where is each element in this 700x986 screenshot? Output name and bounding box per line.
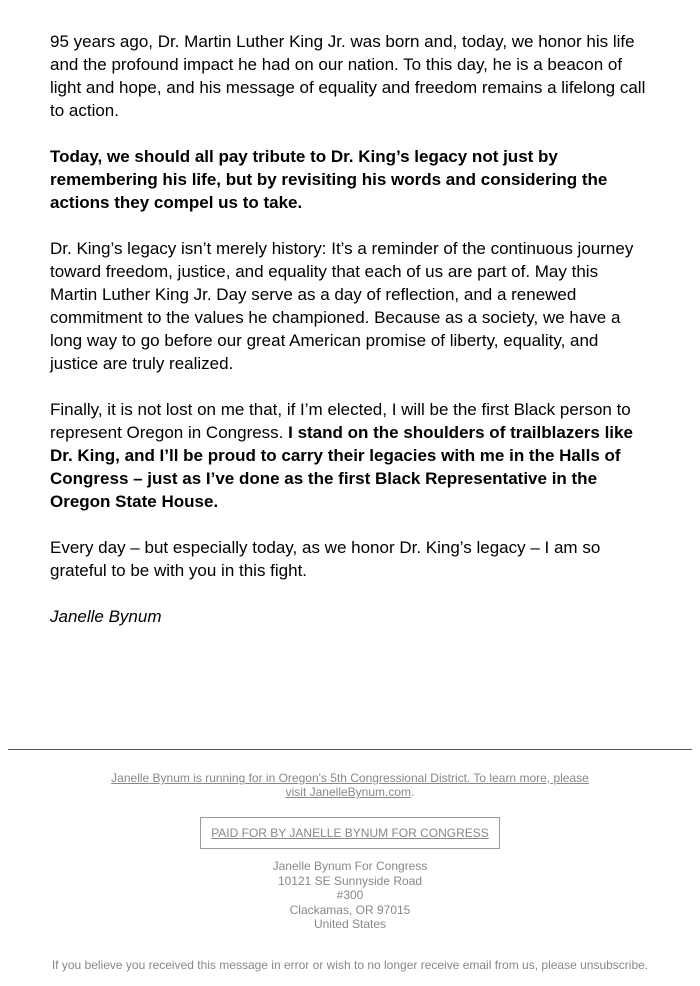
- footer-divider: [8, 749, 692, 750]
- tribute-bold-text: Today, we should all pay tribute to Dr. King’s legacy not just by remembering his life, but by revisiting his words and considering the actions they compel us to take.: [50, 147, 608, 212]
- paragraph-legacy: Dr. King’s legacy isn’t merely history: It’s a reminder of the continuous journey toward freedom, justice, and equality that each of us are part of. May this Martin Luther King Jr. Day serve as a day of reflection, and a renewed commitment to the values he championed. Because as a society, we have a long way to go before our great American promise of liberty, equality, and justice are truly realized.: [50, 239, 634, 373]
- address-country: United States: [313, 917, 387, 931]
- shoulders-bold-text: I stand on the shoulders of trailblazers like Dr. King, and I’ll be proud to carry their legacies with me in the Halls of Congress – just as I’ve done as the first Black Representative in the Oregon State House.: [50, 423, 633, 511]
- address-city: Clackamas, OR 97015: [289, 902, 411, 917]
- paragraph-tribute: [50, 145, 650, 214]
- signature: Janelle Bynum: [50, 607, 162, 626]
- address-suite: #300: [336, 888, 364, 902]
- address-street: 10121 SE Sunnyside Road: [277, 873, 423, 888]
- disclaimer-link[interactable]: Janelle Bynum is running for in Oregon's 5th Congressional District. To learn more, please visit JanelleBynum.com: [111, 771, 589, 799]
- disclaimer: [100, 771, 600, 799]
- paragraph-grateful: Every day – but especially today, as we honor Dr. King’s legacy – I am so grateful to be with you in this fight.: [50, 538, 601, 580]
- paragraph-intro: 95 years ago, Dr. Martin Luther King Jr. was born and, today, we honor his life and the profound impact he had on our nation. To this day, he is a beacon of light and hope, and his message of equality and freedom remains a lifelong call to action.: [50, 32, 646, 120]
- disclaimer-period: .: [411, 785, 415, 799]
- paid-for-box[interactable]: PAID FOR BY JANELLE BYNUM FOR CONGRESS: [200, 817, 500, 849]
- address-name: Janelle Bynum For Congress: [272, 859, 428, 873]
- email-body: [50, 30, 650, 651]
- first-black-text: Finally, it is not lost on me that, if I’m elected, I will be the first Black person to represent Oregon in Congress.: [50, 400, 631, 442]
- unsubscribe-notice[interactable]: If you believe you received this message in error or wish to no longer receive email from us, please unsubscribe.: [51, 957, 649, 972]
- paragraph-first-black: [50, 398, 650, 513]
- mailing-address: [0, 859, 700, 932]
- email-footer: [0, 771, 700, 972]
